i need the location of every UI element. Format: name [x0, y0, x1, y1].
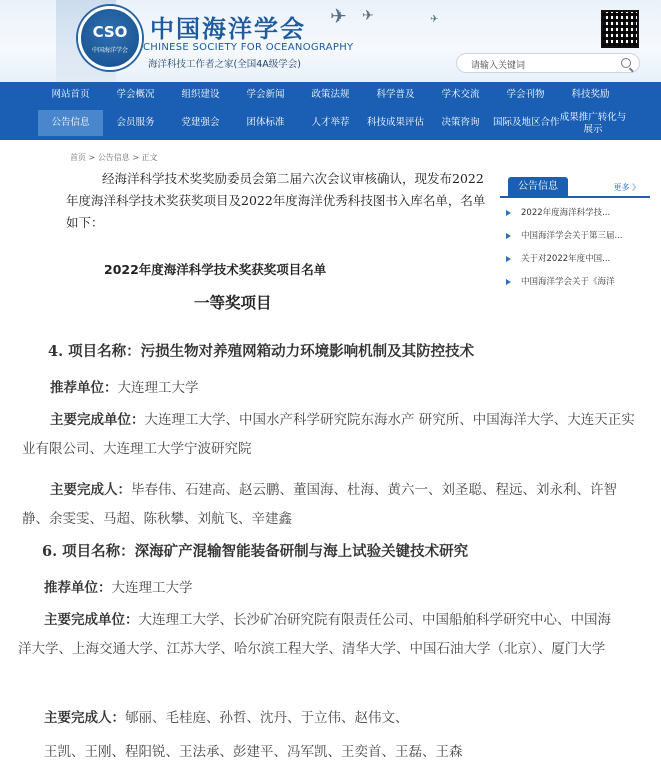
nav-row-2	[38, 110, 658, 136]
logo-text: CSO	[92, 23, 128, 41]
nav-item-promotion[interactable]: 成果推广转化与展示	[559, 112, 627, 135]
sidebar-title: 公告信息	[508, 177, 568, 197]
more-link[interactable]: 更多 》	[613, 183, 640, 192]
units-value: 大连理工大学、长沙矿冶研究院有限责任公司、中国船舶科学研究中心、中国海洋大学、上海交通大学、江苏大学、哈尔滨工程大学、清华大学、中国石油大学（北京）、厦门大学	[18, 612, 611, 657]
people-line-continued: 王凯、王刚、程阳锐、王法承、彭建平、冯军凯、王奕首、王磊、王森	[44, 744, 463, 760]
nav-item-international[interactable]: 国际及地区合作	[493, 117, 560, 128]
units-value: 大连理工大学、中国水产科学研究院东海水产 研究所、中国海洋大学、大连天正实业有限公司、大连理工大学宁波研究院	[22, 412, 635, 457]
units-paragraph	[18, 606, 618, 664]
sidebar-list-item[interactable]	[506, 252, 646, 275]
sidebar-header	[500, 176, 650, 198]
units-label: 主要完成单位：	[50, 412, 145, 428]
nav-item-policy[interactable]: 政策法规	[311, 89, 350, 100]
search-input[interactable]	[456, 53, 640, 73]
bullet-icon	[506, 233, 511, 239]
nav-item-members[interactable]: 会员服务	[116, 117, 155, 128]
nav-item-journals[interactable]: 学会刊物	[506, 89, 545, 100]
recommender-label: 推荐单位：	[44, 580, 112, 596]
site-header	[0, 0, 661, 82]
sidebar-item-label: 中国海洋学会关于《海洋	[521, 277, 615, 286]
bullet-icon	[506, 256, 511, 262]
nav-item-academic[interactable]: 学术交流	[441, 89, 480, 100]
nav-item-awards[interactable]: 科技奖励	[571, 89, 610, 100]
recommender-value: 大连理工大学	[111, 580, 193, 596]
project-heading: 4. 项目名称：污损生物对养殖网箱动力环境影响机制及其防控技术	[48, 343, 475, 360]
project-heading: 6. 项目名称：深海矿产混输智能装备研制与海上试验关键技术研究	[42, 543, 469, 560]
breadcrumb[interactable]: 首页 > 公告信息 > 正文	[70, 153, 158, 162]
nav-item-party[interactable]: 党建强会	[181, 117, 220, 128]
units-label: 主要完成单位：	[44, 612, 139, 628]
people-value: 郇丽、毛桂庭、孙哲、沈丹、于立伟、赵伟文、	[125, 710, 409, 726]
sidebar-item-label: 中国海洋学会关于第三届...	[521, 231, 623, 241]
list-title: 2022年度海洋科学技术奖获奖项目名单	[104, 262, 327, 277]
site-title: 中国海洋学会	[150, 14, 306, 43]
bullet-icon	[506, 210, 511, 216]
nav-item-consulting[interactable]: 决策咨询	[441, 117, 480, 128]
recommender-value: 大连理工大学	[117, 380, 199, 396]
seagull-icon: ✈	[430, 14, 439, 25]
nav-item-science[interactable]: 科学普及	[376, 89, 415, 100]
site-slogan: 海洋科技工作者之家(全国4A级学会)	[148, 59, 301, 70]
article-intro: 经海洋科学技术奖奖励委员会第二届六次会议审核确认，现发布2022年度海洋科学技术奖获奖项目及2022年度海洋优秀科技图书入库名单，名单如下：	[66, 171, 486, 230]
sidebar-announcements	[500, 176, 650, 286]
people-label: 主要完成人：	[50, 482, 131, 498]
sidebar-item-label: 关于对2022年度中国...	[521, 254, 611, 264]
recommender-line	[44, 576, 193, 596]
nav-item-evaluation[interactable]: 科技成果评估	[366, 117, 424, 128]
prize-title: 一等奖项目	[194, 294, 272, 312]
qr-code-icon	[601, 10, 639, 48]
recommender-line	[50, 376, 199, 396]
main-nav	[0, 82, 661, 140]
sidebar-list-item[interactable]	[506, 229, 646, 252]
nav-item-standards[interactable]: 团体标准	[246, 117, 285, 128]
units-paragraph	[22, 406, 636, 464]
people-value: 毕春伟、石建高、赵云鹏、董国海、杜海、黄六一、刘圣聪、程远、刘永利、许智静、余雯雯、马超、陈秋攀、刘航飞、辛建鑫	[22, 482, 617, 527]
nav-item-talent[interactable]: 人才举荐	[311, 117, 350, 128]
people-paragraph	[22, 476, 622, 534]
recommender-label: 推荐单位：	[50, 380, 118, 396]
bullet-icon	[506, 279, 511, 285]
sidebar-item-label: 2022年度海洋科学技...	[521, 208, 611, 218]
nav-item-announcements[interactable]: 公告信息	[38, 110, 103, 136]
seagull-icon: ✈	[362, 8, 374, 24]
sidebar-list-item[interactable]	[506, 275, 646, 286]
search-icon[interactable]	[621, 58, 631, 68]
sidebar-list	[506, 206, 646, 286]
nav-item-home[interactable]: 网站首页	[51, 89, 90, 100]
nav-item-organization[interactable]: 组织建设	[181, 89, 220, 100]
site-title-en: CHINESE SOCIETY FOR OCEANOGRAPHY	[143, 42, 354, 53]
nav-row-1	[38, 82, 658, 108]
seagull-icon: ✈	[330, 4, 347, 28]
logo[interactable]	[78, 6, 142, 70]
search-placeholder: 请输入关键词	[471, 61, 526, 71]
sidebar-list-item[interactable]	[506, 206, 646, 229]
nav-item-overview[interactable]: 学会概况	[116, 89, 155, 100]
people-line	[44, 706, 409, 726]
logo-subtext: 中国海洋学会	[91, 47, 128, 54]
nav-item-news[interactable]: 学会新闻	[246, 89, 285, 100]
people-label: 主要完成人：	[44, 710, 125, 726]
